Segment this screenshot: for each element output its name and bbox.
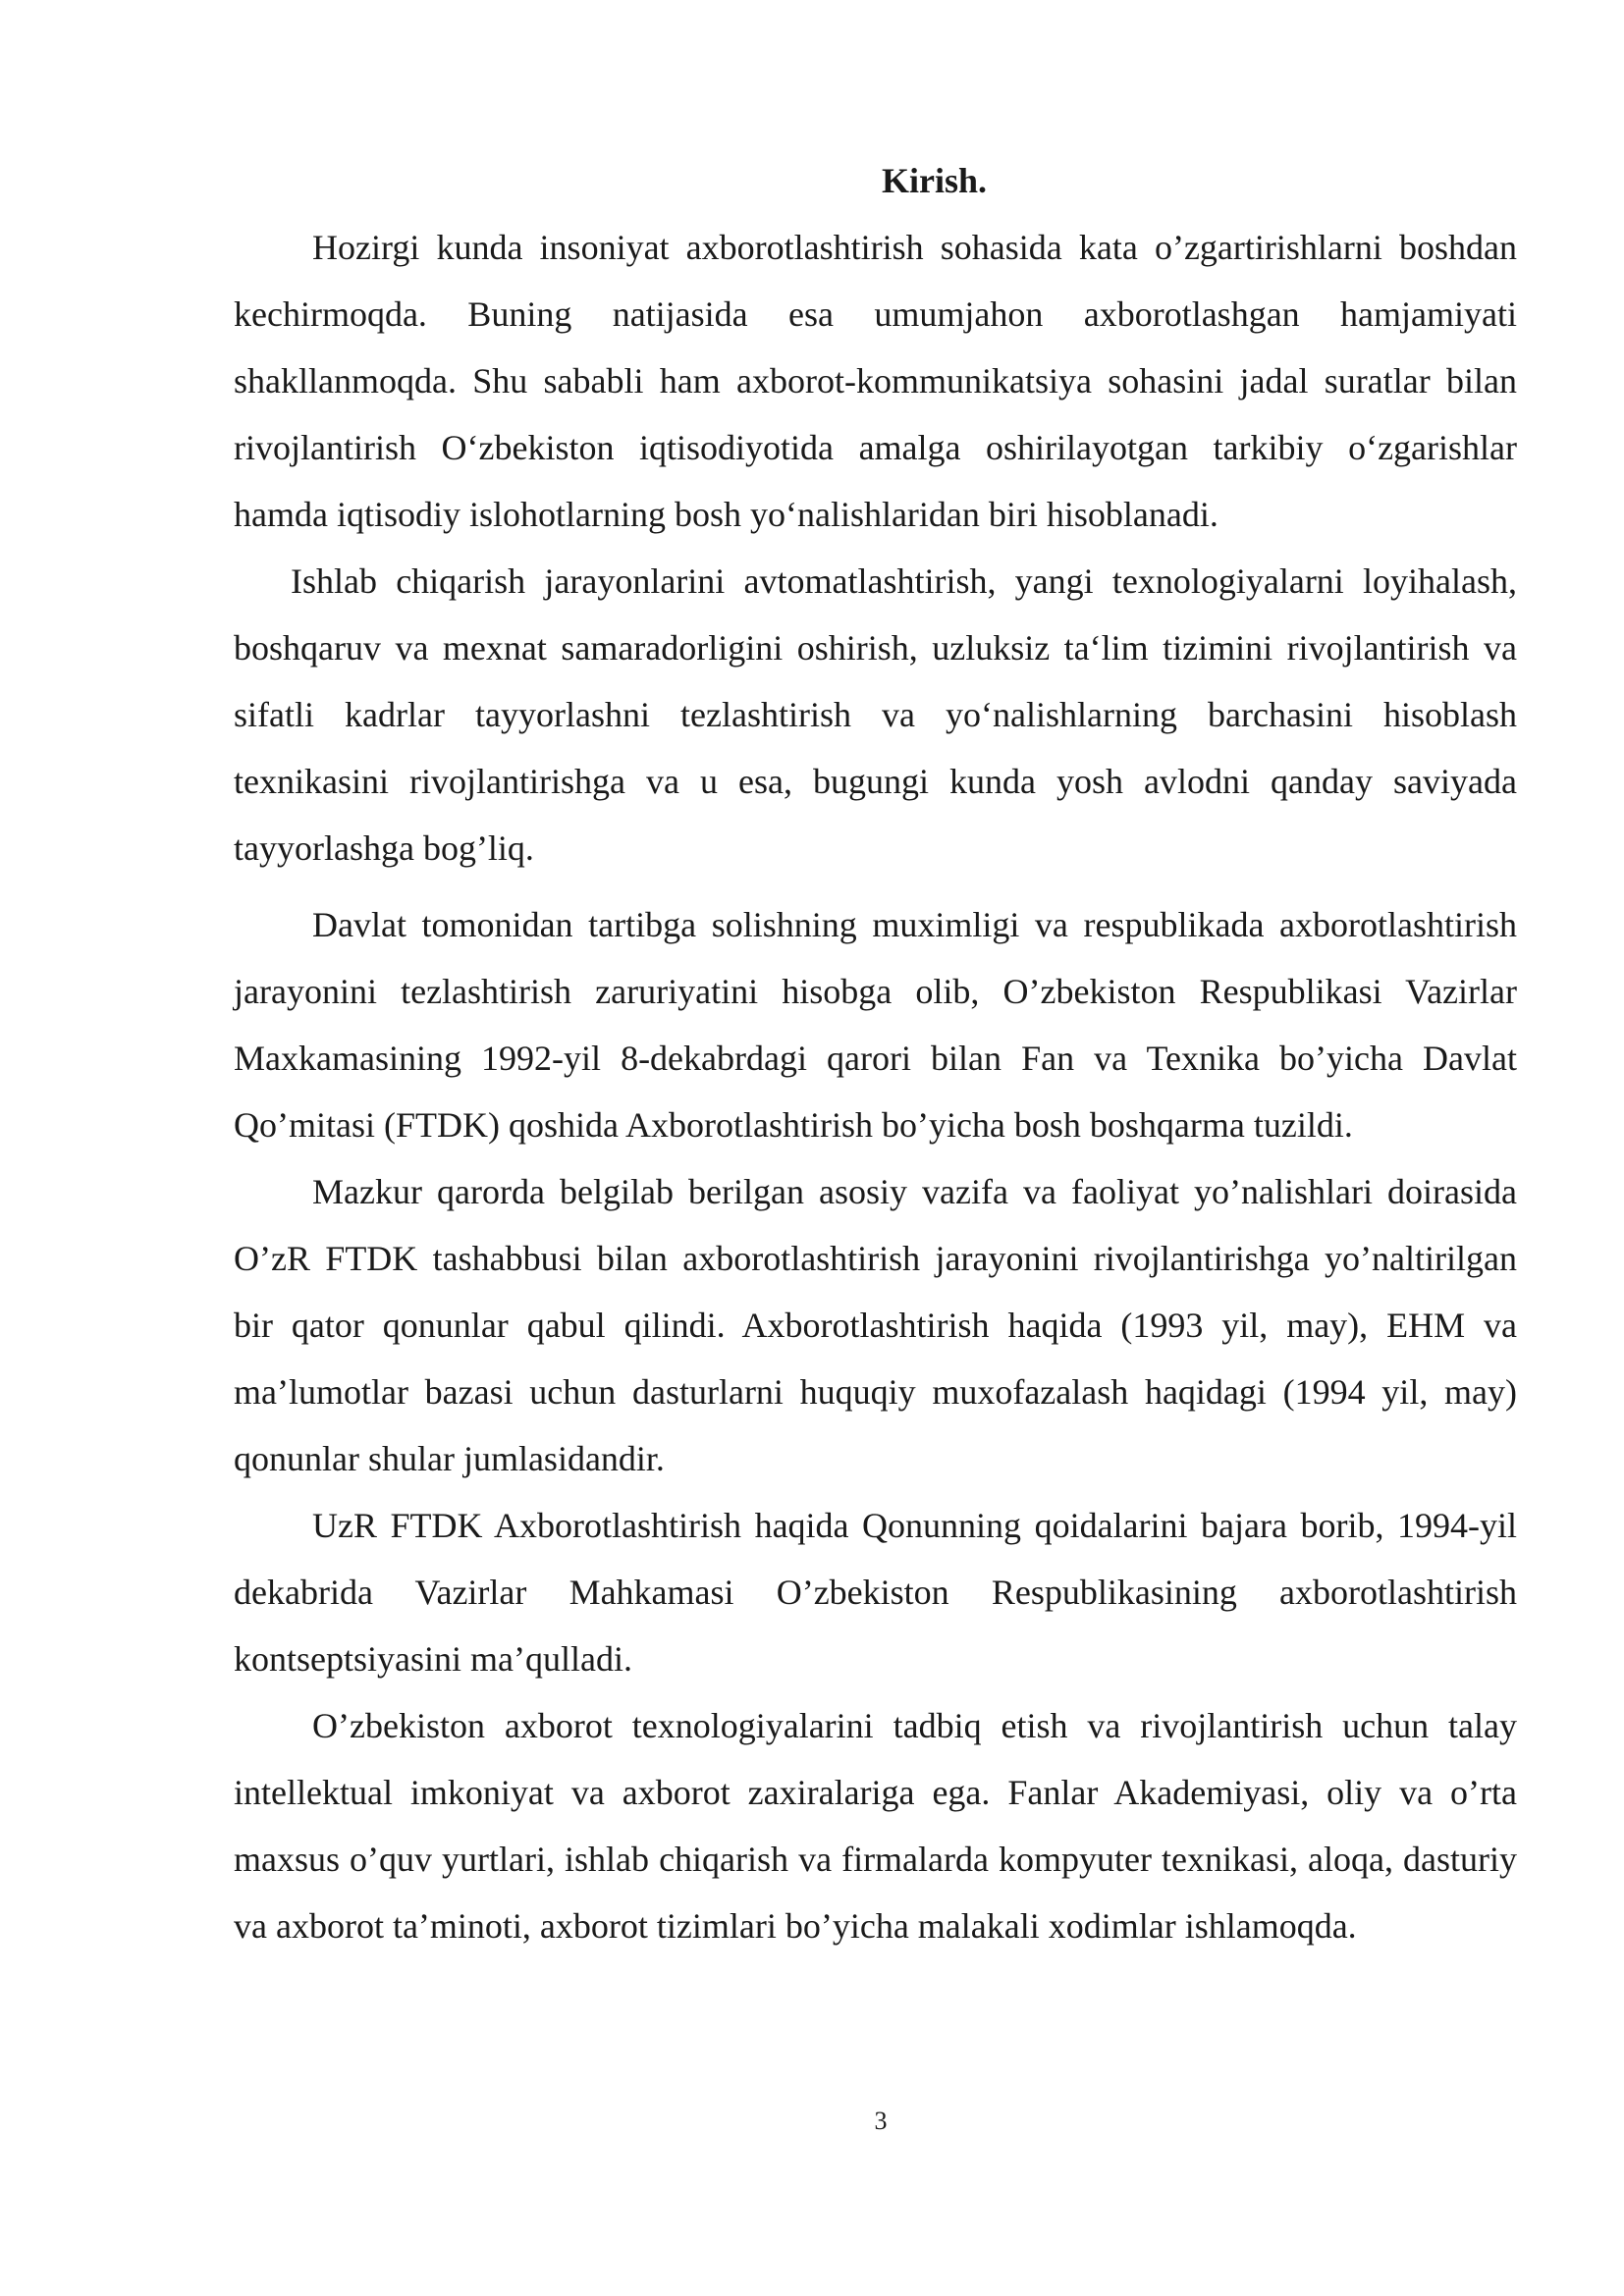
page-content — [234, 147, 1517, 1959]
section-title: Kirish. — [881, 161, 987, 200]
paragraph-introduction: Hozirgi kunda insoniyat axborotlashtirish sohasida kata o’zgartirishlarni boshdan kechirmoqda. Buning natijasida esa umumjahon axborotlashgan hamjamiyati shakllanmoqda. Shu sababli ham axborot-kommunikatsiya sohasini jadal suratlar bilan rivojlantirish O‘zbekiston iqtisodiyotida amalga oshirilayotgan tarkibiy o‘zgarishlar hamda iqtisodiy islohotlarning bosh yo‘nalishlaridan biri hisoblanadi. — [234, 228, 1517, 534]
paragraph-resources: O’zbekiston axborot texnologiyalarini tadbiq etish va rivojlantirish uchun talay intellektual imkoniyat va axborot zaxiralariga ega. Fanlar Akademiyasi, oliy va o’rta maxsus o’quv yurtlari, ishlab chiqarish va firmalarda kompyuter texnikasi, aloqa, dasturiy va axborot ta’minoti, axborot tizimlari bo’yicha malakali xodimlar ishlamoqda. — [234, 1706, 1517, 1946]
paragraph-automation: Ishlab chiqarish jarayonlarini avtomatlashtirish, yangi texnologiyalarni loyihalash, boshqaruv va mexnat samaradorligini oshirish, uzluksiz ta‘lim tizimini rivojlantirish va sifatli kadrlar tayyorlashni tezlashtirish va yo‘nalishlarning barchasini hisoblash texnikasini rivojlantirishga va u esa, bugungi kunda yosh avlodni qanday saviyada tayyorlashga bog’liq. — [234, 561, 1517, 868]
paragraph-concept: UzR FTDK Axborotlashtirish haqida Qonunning qoidalarini bajara borib, 1994-yil dekabrida Vazirlar Mahkamasi O’zbekiston Respublikasining axborotlashtirish kontseptsiyasini ma’qulladi. — [234, 1506, 1517, 1679]
paragraph-state-regulation: Davlat tomonidan tartibga solishning muximligi va respublikada axborotlashtirish jarayonini tezlashtirish zaruriyatini hisobga olib, O’zbekiston Respublikasi Vazirlar Maxkamasining 1992-yil 8-dekabrdagi qarori bilan Fan va Texnika bo’yicha Davlat Qo’mitasi (FTDK) qoshida Axborotlashtirish bo’yicha bosh boshqarma tuzildi. — [234, 905, 1517, 1145]
paragraph-laws: Mazkur qarorda belgilab berilgan asosiy vazifa va faoliyat yo’nalishlari doirasida O’zR FTDK tashabbusi bilan axborotlashtirish jarayonini rivojlantirishga yo’naltirilgan bir qator qonunlar qabul qilindi. Axborotlashtirish haqida (1993 yil, may), EHM va ma’lumotlar bazasi uchun dasturlarni huquqiy muxofazalash haqidagi (1994 yil, may) qonunlar shular jumlasidandir. — [234, 1172, 1517, 1478]
page-number: 3 — [874, 2107, 888, 2135]
